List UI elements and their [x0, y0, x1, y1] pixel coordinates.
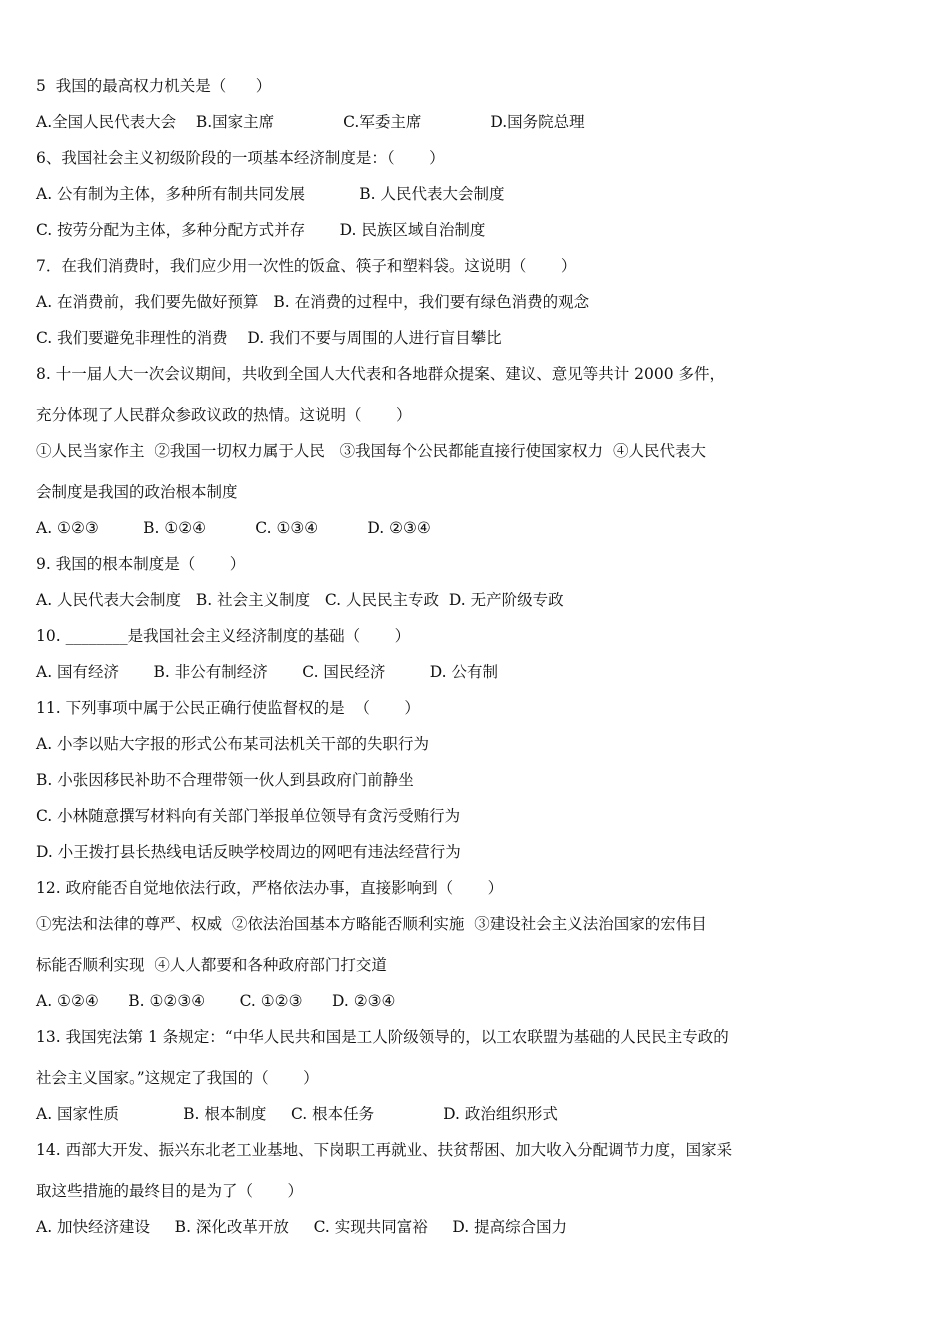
q12-items-line1: ①宪法和法律的尊严、权威 ②依法治国基本方略能否顺利实施 ③建设社会主义法治国家的宏伟目	[36, 915, 707, 933]
q8-stem-line2: 充分体现了人民群众参政议政的热情。这说明（ ）	[36, 406, 412, 424]
q13-stem-line1: 13. 我国宪法第 1 条规定：“中华人民共和国是工人阶级领导的，以工农联盟为基础的人民民主专政的	[36, 1028, 729, 1046]
q8-options: A. ①②③ B. ①②④ C. ①③④ D. ②③④	[36, 519, 431, 537]
q10-options: A. 国有经济 B. 非公有制经济 C. 国民经济 D. 公有制	[36, 663, 499, 681]
q12-stem: 12. 政府能否自觉地依法行政，严格依法办事，直接影响到（ ）	[36, 879, 504, 897]
q8-items-line2: 会制度是我国的政治根本制度	[36, 483, 238, 501]
q9-stem: 9. 我国的根本制度是（ ）	[36, 555, 246, 573]
q6-options-ab: A. 公有制为主体，多种所有制共同发展 B. 人民代表大会制度	[36, 185, 505, 203]
q6-options-cd: C. 按劳分配为主体，多种分配方式并存 D. 民族区域自治制度	[36, 221, 486, 239]
q13-stem-line2: 社会主义国家。”这规定了我国的（ ）	[36, 1069, 319, 1087]
q14-options: A. 加快经济建设 B. 深化改革开放 C. 实现共同富裕 D. 提高综合国力	[36, 1218, 568, 1236]
q12-items-line2: 标能否顺利实现 ④人人都要和各种政府部门打交道	[36, 956, 387, 974]
q8-stem-line1: 8. 十一届人大一次会议期间，共收到全国人大代表和各地群众提案、建议、意见等共计 2000 多件，	[36, 365, 726, 383]
q11-option-a: A. 小李以贴大字报的形式公布某司法机关干部的失职行为	[36, 735, 430, 753]
q11-stem: 11. 下列事项中属于公民正确行使监督权的是 （ ）	[36, 699, 420, 717]
q6-stem: 6、我国社会主义初级阶段的一项基本经济制度是：（ ）	[36, 149, 445, 167]
q7-stem: 7．在我们消费时，我们应少用一次性的饭盒、筷子和塑料袋。这说明（ ）	[36, 257, 577, 275]
q7-options-cd: C. 我们要避免非理性的消费 D. 我们不要与周围的人进行盲目攀比	[36, 329, 502, 347]
q7-options-ab: A. 在消费前，我们要先做好预算 B. 在消费的过程中，我们要有绿色消费的观念	[36, 293, 590, 311]
q14-stem-line2: 取这些措施的最终目的是为了（ ）	[36, 1182, 303, 1200]
q11-option-d: D. 小王拨打县长热线电话反映学校周边的网吧有违法经营行为	[36, 843, 461, 861]
q11-option-b: B. 小张因移民补助不合理带领一伙人到县政府门前静坐	[36, 771, 414, 789]
q8-items-line1: ①人民当家作主 ②我国一切权力属于人民 ③我国每个公民都能直接行使国家权力 ④人民代表大	[36, 442, 706, 460]
q12-options: A. ①②④ B. ①②③④ C. ①②③ D. ②③④	[36, 992, 396, 1010]
q5-stem: 5 我国的最高权力机关是（ ）	[36, 77, 272, 95]
q14-stem-line1: 14. 西部大开发、振兴东北老工业基地、下岗职工再就业、扶贫帮困、加大收入分配调节力度，国家采	[36, 1141, 733, 1159]
q9-options: A. 人民代表大会制度 B. 社会主义制度 C. 人民民主专政 D. 无产阶级专政	[36, 591, 564, 609]
q11-option-c: C. 小林随意撰写材料向有关部门举报单位领导有贪污受贿行为	[36, 807, 461, 825]
q10-stem: 10. ________是我国社会主义经济制度的基础（ ）	[36, 627, 411, 645]
q13-options: A. 国家性质 B. 根本制度 C. 根本任务 D. 政治组织形式	[36, 1105, 558, 1123]
q5-options: A.全国人民代表大会 B.国家主席 C.军委主席 D.国务院总理	[36, 113, 585, 131]
